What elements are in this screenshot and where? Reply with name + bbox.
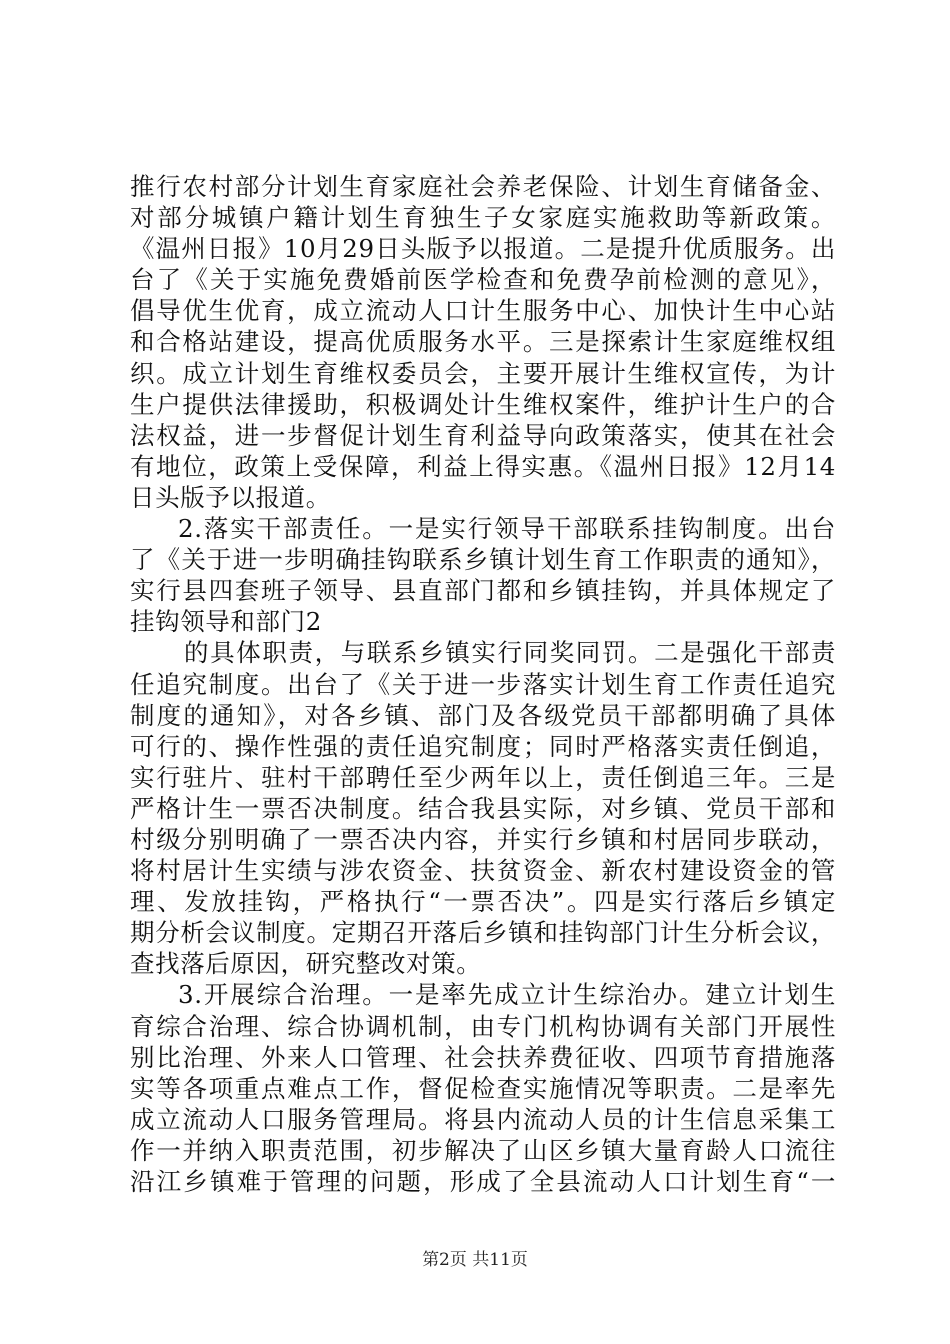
text-line: 《温州日报》10月29日头版予以报道。二是提升优质服务。出 [130,234,836,264]
text-line: 了《关于进一步明确挂钩联系乡镇计划生育工作职责的通知》， [130,545,836,575]
text-line: 成立流动人口服务管理局。将县内流动人员的计生信息采集工 [130,1104,836,1134]
paragraph-heading-2: 2.落实干部责任。一是实行领导干部联系挂钩制度。出台 [178,514,836,544]
text-line: 生户提供法律援助，积极调处计生维权案件，维护计生户的合 [130,389,836,419]
text-line: 理、发放挂钩，严格执行“一票否决”。四是实行落后乡镇定 [130,887,836,917]
text-line: 实行驻片、驻村干部聘任至少两年以上，责任倒追三年。三是 [130,762,836,792]
text-line: 可行的、操作性强的责任追究制度；同时严格落实责任倒追， [130,731,836,761]
text-line: 推行农村部分计划生育家庭社会养老保险、计划生育储备金、 [130,172,836,201]
text-line: 倡导优生优育，成立流动人口计生服务中心、加快计生中心站 [130,296,836,326]
text-line: 对部分城镇户籍计划生育独生子女家庭实施救助等新政策。 [130,203,836,233]
text-line: 的具体职责，与联系乡镇实行同奖同罚。二是强化干部责 [184,638,836,668]
text-line: 法权益，进一步督促计划生育利益导向政策落实，使其在社会 [130,420,836,450]
text-line: 织。成立计划生育维权委员会，主要开展计生维权宣传，为计 [130,358,836,388]
text-line: 台了《关于实施免费婚前医学检查和免费孕前检测的意见》， [130,265,836,295]
text-line: 沿江乡镇难于管理的问题，形成了全县流动人口计划生育“一 [130,1167,836,1196]
text-line: 日头版予以报道。 [130,482,331,512]
text-line: 任追究制度。出台了《关于进一步落实计划生育工作责任追究 [130,669,836,699]
text-line: 查找落后原因，研究整改对策。 [130,949,482,979]
page-number-footer: 第2页 共11页 [422,1250,528,1270]
text-line: 制度的通知》，对各乡镇、部门及各级党员干部都明确了具体 [130,700,836,730]
text-line: 作一并纳入职责范围，初步解决了山区乡镇大量育龄人口流往 [130,1135,836,1165]
text-line: 将村居计生实绩与涉农资金、扶贫资金、新农村建设资金的管 [130,856,836,886]
text-line: 实行县四套班子领导、县直部门都和乡镇挂钩，并具体规定了 [130,576,836,606]
paragraph-heading-3: 3.开展综合治理。一是率先成立计生综治办。建立计划生 [178,980,836,1010]
text-line: 挂钩领导和部门2 [130,607,322,637]
text-line: 和合格站建设，提高优质服务水平。三是探索计生家庭维权组 [130,327,836,357]
text-line: 有地位，政策上受保障，利益上得实惠。《温州日报》12月14 [130,451,836,481]
text-line: 严格计生一票否决制度。结合我县实际，对乡镇、党员干部和 [130,793,836,823]
text-line: 期分析会议制度。定期召开落后乡镇和挂钩部门计生分析会议， [130,918,836,948]
text-line: 别比治理、外来人口管理、社会扶养费征收、四项节育措施落 [130,1042,836,1072]
text-line: 村级分别明确了一票否决内容，并实行乡镇和村居同步联动， [130,824,836,854]
text-line: 实等各项重点难点工作，督促检查实施情况等职责。二是率先 [130,1073,836,1103]
body-text [130,171,836,1197]
text-line: 育综合治理、综合协调机制，由专门机构协调有关部门开展性 [130,1011,836,1041]
